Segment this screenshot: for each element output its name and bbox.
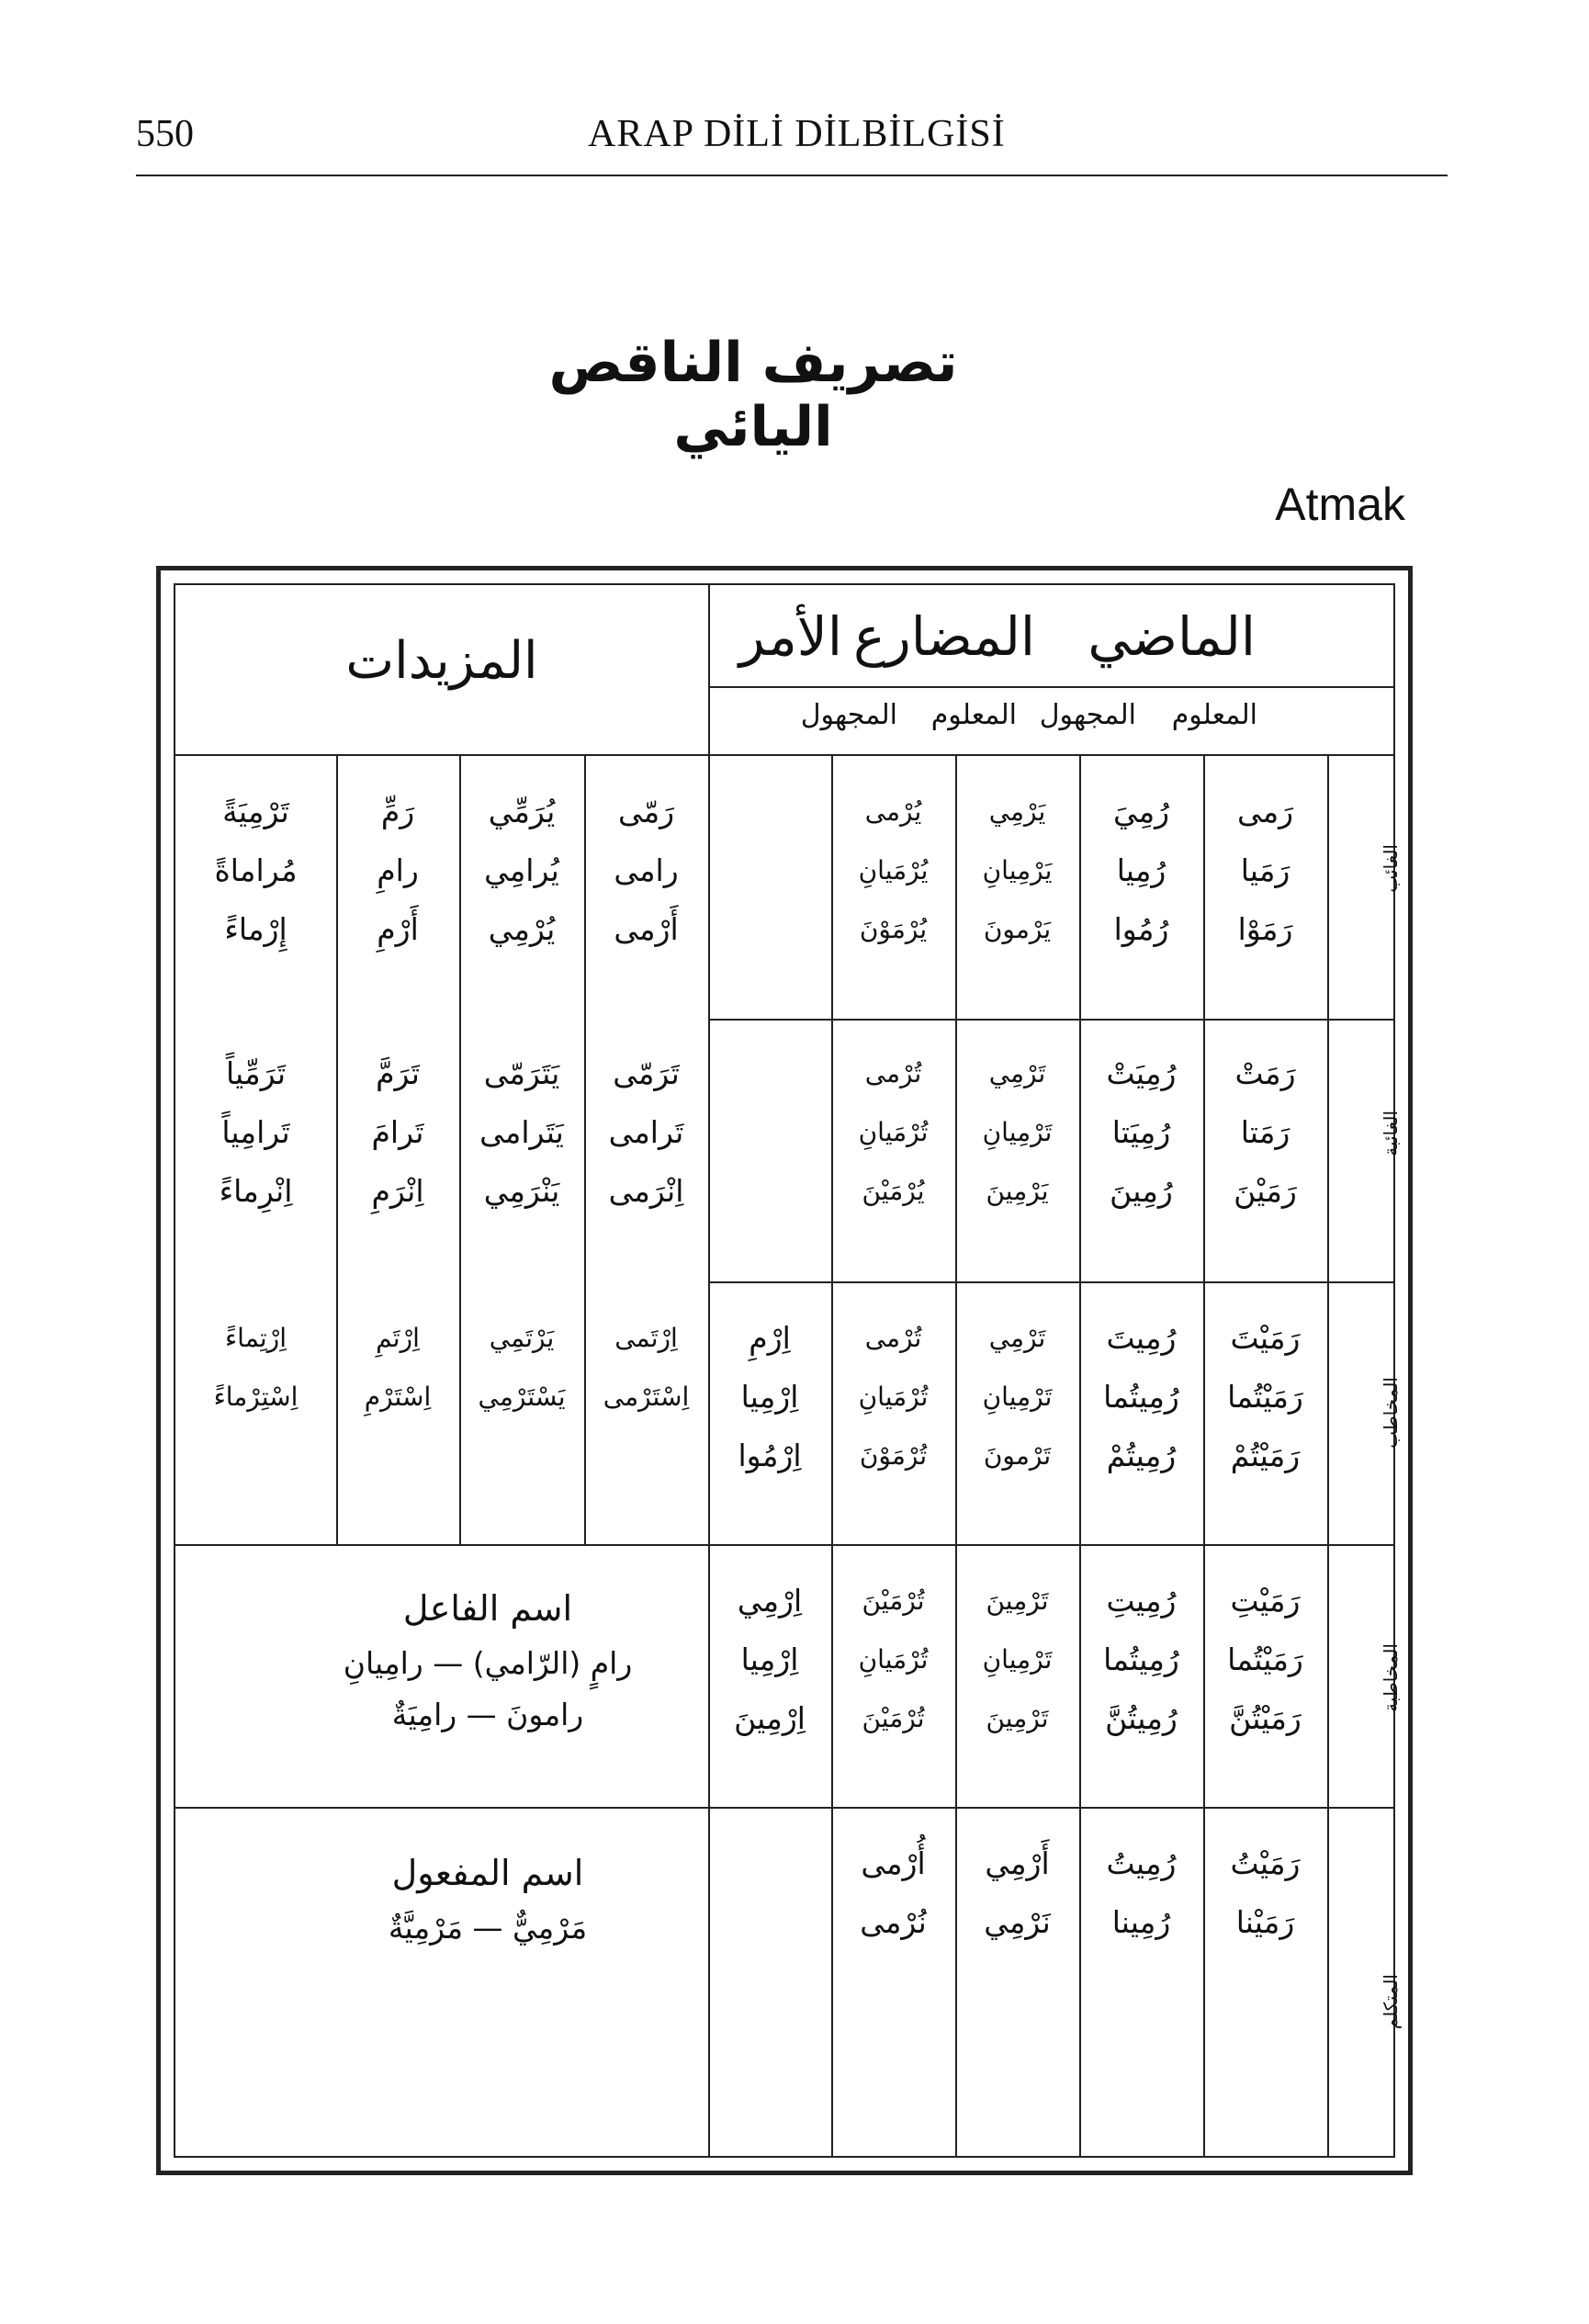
mazid-form-cell: اِرْتَمى اِسْتَرْمى [603, 1323, 690, 1412]
madi-malum-cell: رَمَيْتِ رَمَيْتُما رَمَيْتُنَّ [1227, 1583, 1303, 1736]
madi-majhul-cell: رُمِيتَ رُمِيتُما رُمِيتُمْ [1103, 1320, 1179, 1473]
tense-amr: الأمر [738, 605, 842, 668]
amr-cell: اِرْمِ اِرْمِيا اِرْمُوا [738, 1320, 802, 1473]
madi-malum-cell: رَمَيْتُ رَمَيْنا [1230, 1845, 1301, 1940]
mazid-form-cell: رَمّى رامى أَرْمى [614, 794, 679, 947]
madi-malum-cell: رَمَيْتَ رَمَيْتُما رَمَيْتُمْ [1227, 1320, 1303, 1473]
ism-fail-title: اسم الفاعل [402, 1588, 573, 1629]
ism-maful-block [231, 1844, 745, 1954]
voice-1: المعلوم [1171, 699, 1257, 731]
mazid-form-cell: يَرْتَمِي يَسْتَرْمِي [478, 1323, 566, 1412]
mazid-header: المزيدات [345, 631, 538, 691]
mazid-form-cell: رَمِّ رامِ أَرْمِ [377, 794, 419, 947]
mazid-form-cell: تَرَمِّياً تَرامِياً اِنْرِماءً [219, 1055, 293, 1209]
mazid-form-cell: تَرَمّى تَرامى اِنْرَمى [608, 1055, 684, 1209]
ism-fail-block [231, 1579, 745, 1741]
voice-2: المجهول [1039, 699, 1136, 731]
mudari-malum-cell: تَرْمِينَ تَرْمِيانِ تَرْمِينَ [982, 1585, 1053, 1733]
ism-fail-line: رامٍ (الرّامي) — رامِيانِ [343, 1645, 633, 1681]
turkish-meaning: Atmak [1275, 479, 1405, 530]
section-label-mukhatab: المخاطب [1380, 1377, 1402, 1449]
ism-maful-line: مَرْمِيٌّ — مَرْمِيَّةٌ [388, 1910, 588, 1946]
madi-malum-cell: رَمَتْ رَمَتا رَمَيْنَ [1234, 1055, 1297, 1209]
tense-mudari: المضارع [853, 605, 1035, 668]
section-label-ghaiba: الغائبة [1380, 1111, 1402, 1156]
mazid-form-cell: يُرَمِّي يُرامِي يُرْمِي [484, 794, 559, 947]
amr-cell: اِرْمِي اِرْمِيا اِرْمِينَ [734, 1583, 806, 1736]
table-line [708, 1019, 1393, 1021]
table-line [708, 686, 1393, 688]
section-label-ghaib: الغائب [1380, 844, 1402, 893]
ism-fail-line: رامونَ — رامِيَةٌ [391, 1697, 584, 1732]
arabic-title: تصريف الناقص اليائي [548, 331, 958, 459]
page-number: 550 [136, 113, 194, 155]
tense-madi: الماضي [1088, 605, 1256, 668]
mazid-form-cell: اِرْتَمِ اِسْتَرْمِ [364, 1323, 432, 1412]
running-title: ARAP DİLİ DİLBİLGİSİ [588, 113, 1006, 155]
table-line [1327, 754, 1329, 2156]
mudari-malum-cell: تَرْمِي تَرْمِيانِ يَرْمِينَ [982, 1058, 1053, 1206]
voice-4: المجهول [800, 699, 897, 731]
mazid-form-cell: تَرَمَّ تَرامَ اِنْرَمِ [371, 1055, 424, 1209]
table-line [708, 1281, 1393, 1283]
mazid-form-cell: اِرْتِماءً اِسْتِرْماءً [213, 1323, 299, 1412]
mudari-malum-cell: أَرْمِي نَرْمِي [984, 1845, 1051, 1940]
madi-malum-cell: رَمى رَمَيا رَمَوْا [1236, 794, 1294, 947]
mudari-majhul-cell: أُرْمى نُرْمى [860, 1845, 927, 1940]
madi-majhul-cell: رُمِيتِ رُمِيتُما رُمِيتُنَّ [1103, 1583, 1179, 1736]
table-line [175, 1544, 1393, 1546]
section-label-mutakallim: المتكلم [1380, 1974, 1402, 2030]
mudari-majhul-cell: تُرْمى تُرْمَيانِ تُرْمَوْنَ [858, 1323, 929, 1471]
section-label-mukhataba: المخاطبة [1380, 1643, 1402, 1712]
mazid-form-cell: يَتَرَمّى يَتَرامى يَنْرَمِي [479, 1055, 564, 1209]
tenses-header [723, 605, 1311, 670]
header-rule [136, 175, 1448, 176]
voice-3: المعلوم [930, 699, 1017, 731]
mudari-majhul-cell: تُرْمَيْنَ تُرْمَيانِ تُرْمَيْنَ [858, 1585, 929, 1733]
ism-maful-title: اسم المفعول [391, 1853, 584, 1893]
mudari-malum-cell: يَرْمِي يَرْمِيانِ يَرْمونَ [982, 796, 1053, 944]
madi-majhul-cell: رُمِيتُ رُمِينا [1106, 1845, 1177, 1940]
table-inner-frame [174, 583, 1402, 2158]
madi-majhul-cell: رُمِيَ رُمِيا رُمُوا [1112, 794, 1170, 947]
mudari-malum-cell: تَرْمِي تَرْمِيانِ تَرْمونَ [982, 1323, 1053, 1471]
table-line [175, 1807, 1393, 1809]
mudari-majhul-cell: يُرْمى يُرْمَيانِ يُرْمَوْنَ [858, 796, 929, 944]
voices-header [723, 699, 1311, 736]
table-line [175, 754, 1393, 756]
conjugation-table [156, 566, 1413, 2175]
madi-majhul-cell: رُمِيَتْ رُمِيَتا رُمِينَ [1106, 1055, 1177, 1209]
mudari-majhul-cell: تُرْمى تُرْمَيانِ يُرْمَيْنَ [858, 1058, 929, 1206]
mazid-form-cell: تَرْمِيَةً مُراماةً إِرْماءً [214, 794, 298, 947]
